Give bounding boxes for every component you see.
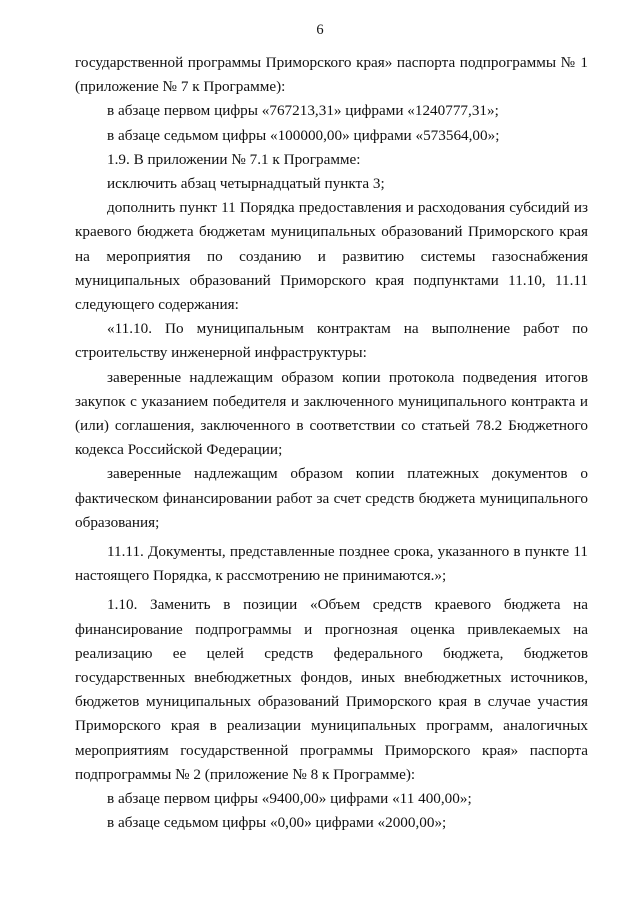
paragraph-item-1-10: 1.10. Заменить в позиции «Объем средств краевого бюджета на финансирование подпрограммы и прогнозная оценка привлекаемых на реализацию ее целей средств федерального бюджета, бюджетов государственных внебюджетных фондов, иных внебюджетных источников, бюджетов муниципальных образований Приморского края в случае участия Приморского края в реализации муниципальных программ, аналогичных мероприятиям государственной программы Приморского края» паспорта подпрограммы № 2 (приложение № 8 к Программе): bbox=[75, 596, 588, 783]
paragraph-subitem-11-10: «11.10. По муниципальным контрактам на выполнение работ по строительству инженерной инфраструктуры: bbox=[75, 320, 588, 362]
paragraph-first-abzac-2: в абзаце первом цифры «9400,00» цифрами «11 400,00»; bbox=[107, 790, 472, 808]
document-body bbox=[75, 51, 588, 836]
paragraph-passport-reference-1: государственной программы Приморского края» паспорта подпрограммы № 1 (приложение № 7 к Программе): bbox=[75, 54, 588, 96]
paragraph-certified-protocol: заверенные надлежащим образом копии протокола подведения итогов закупок с указанием победителя и заключенного муниципального контракта и (или) соглашения, заключенного в соответствии со статьей 78.2 Бюджетного кодекса Российской Федерации; bbox=[75, 368, 588, 459]
paragraph-exclude-abzac: исключить абзац четырнадцатый пункта 3; bbox=[107, 175, 385, 193]
paragraph-seventh-abzac-2: в абзаце седьмом цифры «0,00» цифрами «2000,00»; bbox=[107, 814, 447, 832]
page-number: 6 bbox=[316, 22, 324, 38]
paragraph-item-1-9: 1.9. В приложении № 7.1 к Программе: bbox=[107, 150, 361, 168]
paragraph-seventh-abzac-1: в абзаце седьмом цифры «100000,00» цифрами «573564,00»; bbox=[107, 126, 500, 144]
paragraph-first-abzac-1: в абзаце первом цифры «767213,31» цифрами «1240777,31»; bbox=[107, 102, 499, 120]
paragraph-add-subitems: дополнить пункт 11 Порядка предоставления и расходования субсидий из краевого бюджета бюджетам муниципальных образований Приморского края на мероприятия по созданию и развитию системы газоснабжения муниципальных образований Приморского края подпунктами 11.10, 11.11 следующего содержания: bbox=[75, 199, 588, 314]
paragraph-subitem-11-11: 11.11. Документы, представленные позднее срока, указанного в пункте 11 настоящего Порядка, к рассмотрению не принимаются.»; bbox=[75, 543, 588, 585]
paragraph-certified-payments: заверенные надлежащим образом копии платежных документов о фактическом финансировании работ за счет средств бюджета муниципального образования; bbox=[75, 465, 588, 531]
